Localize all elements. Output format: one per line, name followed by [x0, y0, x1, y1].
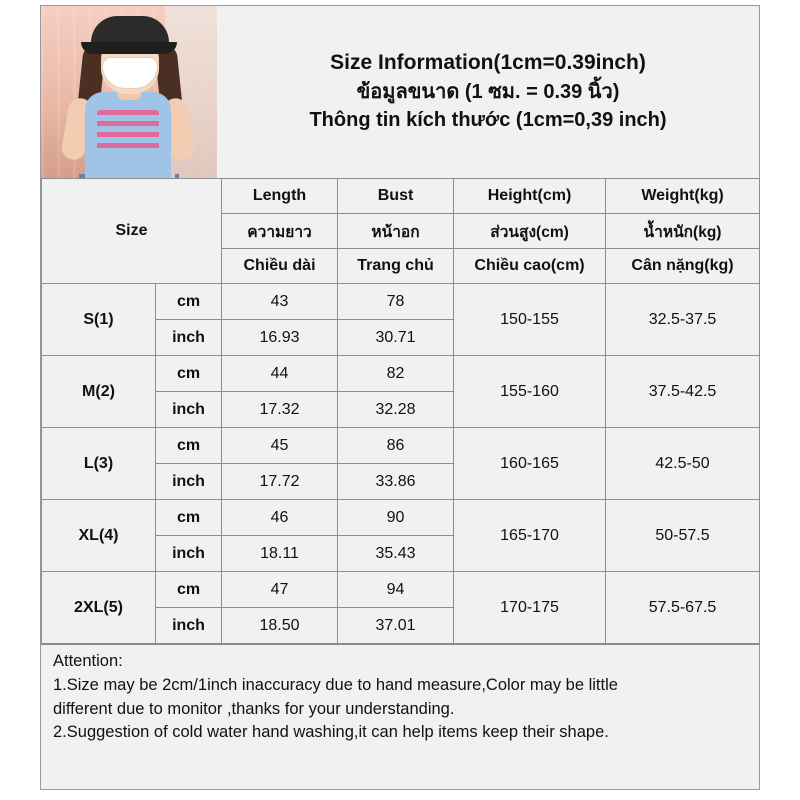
- bust-inch-2xl: 37.01: [338, 608, 454, 644]
- length-inch-s: 16.93: [222, 320, 338, 356]
- length-cm-xl: 46: [222, 500, 338, 536]
- bust-cm-s: 78: [338, 284, 454, 320]
- unit-inch: inch: [156, 392, 222, 428]
- height-l: 160-165: [454, 428, 606, 500]
- row-size-s: S(1): [42, 284, 156, 356]
- attention-heading: Attention:: [53, 652, 123, 670]
- unit-cm: cm: [156, 284, 222, 320]
- bust-cm-l: 86: [338, 428, 454, 464]
- bust-inch-s: 30.71: [338, 320, 454, 356]
- garment-print: [97, 110, 159, 154]
- header-area: [41, 6, 759, 178]
- length-inch-m: 17.32: [222, 392, 338, 428]
- length-inch-2xl: 18.50: [222, 608, 338, 644]
- height-m: 155-160: [454, 356, 606, 428]
- header-weight-en: Weight(kg): [606, 179, 760, 214]
- weight-l: 42.5-50: [606, 428, 760, 500]
- length-cm-m: 44: [222, 356, 338, 392]
- table-row: [42, 572, 760, 608]
- title-english: Size Information(1cm=0.39inch): [330, 50, 646, 74]
- attention-line-3: 2.Suggestion of cold water hand washing,it can help items keep their shape.: [53, 723, 609, 742]
- unit-cm: cm: [156, 356, 222, 392]
- bust-inch-m: 32.28: [338, 392, 454, 428]
- height-s: 150-155: [454, 284, 606, 356]
- header-length-en: Length: [222, 179, 338, 214]
- attention-block: [41, 644, 759, 789]
- length-cm-s: 43: [222, 284, 338, 320]
- length-inch-l: 17.72: [222, 464, 338, 500]
- unit-cm: cm: [156, 572, 222, 608]
- header-weight-vi: Cân nặng(kg): [606, 249, 760, 284]
- unit-cm: cm: [156, 428, 222, 464]
- size-header-cell: Size: [42, 179, 222, 284]
- row-size-l: L(3): [42, 428, 156, 500]
- header-height-th: ส่วนสูง(cm): [454, 214, 606, 249]
- table-header-row-en: [42, 179, 760, 214]
- header-length-th: ความยาว: [222, 214, 338, 249]
- length-cm-2xl: 47: [222, 572, 338, 608]
- table-row: [42, 284, 760, 320]
- table-row: [42, 428, 760, 464]
- row-size-m: M(2): [42, 356, 156, 428]
- height-xl: 165-170: [454, 500, 606, 572]
- header-bust-vi: Trang chủ: [338, 249, 454, 284]
- unit-cm: cm: [156, 500, 222, 536]
- header-bust-th: หน้าอก: [338, 214, 454, 249]
- height-2xl: 170-175: [454, 572, 606, 644]
- attention-line-2: different due to monitor ,thanks for your understanding.: [53, 699, 455, 718]
- attention-line-1: 1.Size may be 2cm/1inch inaccuracy due to hand measure,Color may be little: [53, 675, 618, 694]
- weight-s: 32.5-37.5: [606, 284, 760, 356]
- unit-inch: inch: [156, 608, 222, 644]
- header-bust-en: Bust: [338, 179, 454, 214]
- title-block: [217, 6, 759, 178]
- title-thai: ข้อมูลขนาด (1 ซม. = 0.39 นิ้ว): [356, 80, 620, 103]
- header-height-en: Height(cm): [454, 179, 606, 214]
- row-size-xl: XL(4): [42, 500, 156, 572]
- title-vietnamese: Thông tin kích thước (1cm=0,39 inch): [309, 108, 667, 131]
- bust-cm-m: 82: [338, 356, 454, 392]
- model-photo: [41, 6, 217, 178]
- table-row: [42, 356, 760, 392]
- row-size-2xl: 2XL(5): [42, 572, 156, 644]
- size-chart-sheet: [40, 5, 760, 790]
- header-weight-th: น้ำหนัก(kg): [606, 214, 760, 249]
- length-inch-xl: 18.11: [222, 536, 338, 572]
- cap-brim: [81, 42, 177, 54]
- weight-xl: 50-57.5: [606, 500, 760, 572]
- header-height-vi: Chiều cao(cm): [454, 249, 606, 284]
- weight-2xl: 57.5-67.5: [606, 572, 760, 644]
- bust-cm-2xl: 94: [338, 572, 454, 608]
- length-cm-l: 45: [222, 428, 338, 464]
- table-row: [42, 500, 760, 536]
- unit-inch: inch: [156, 464, 222, 500]
- size-table: [41, 178, 760, 644]
- unit-inch: inch: [156, 536, 222, 572]
- header-length-vi: Chiều dài: [222, 249, 338, 284]
- bust-cm-xl: 90: [338, 500, 454, 536]
- unit-inch: inch: [156, 320, 222, 356]
- bust-inch-xl: 35.43: [338, 536, 454, 572]
- weight-m: 37.5-42.5: [606, 356, 760, 428]
- bust-inch-l: 33.86: [338, 464, 454, 500]
